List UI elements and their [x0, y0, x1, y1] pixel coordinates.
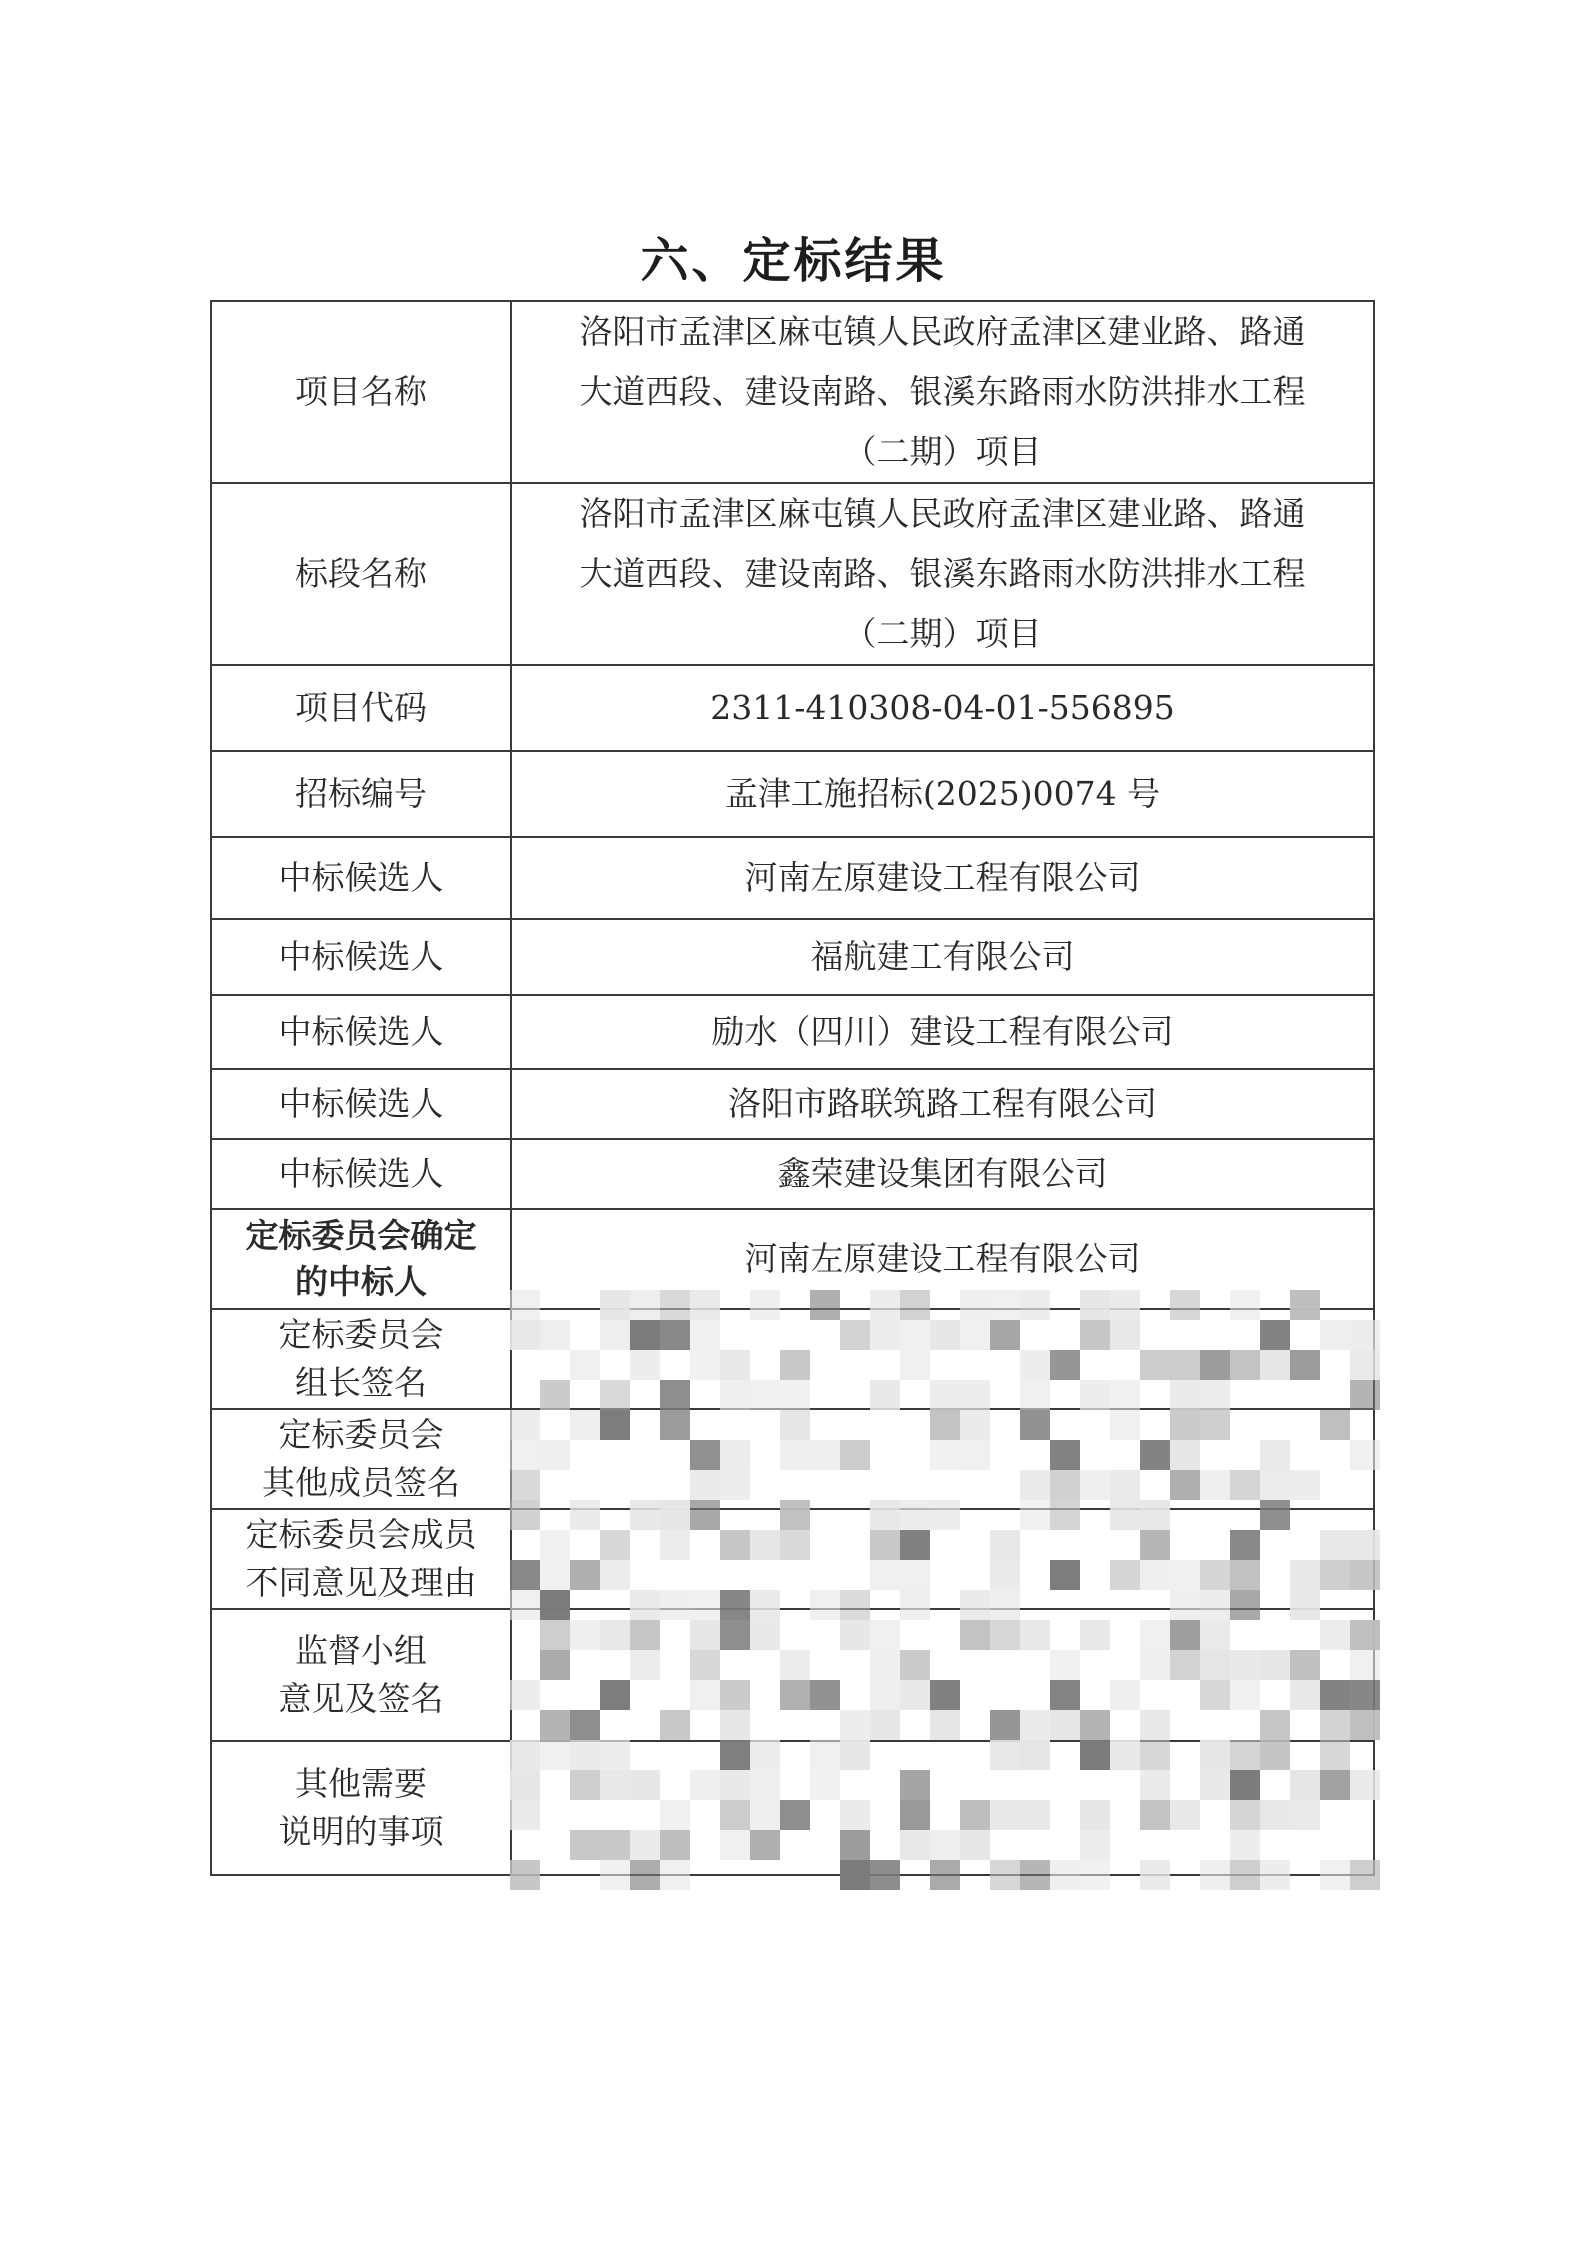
table-row: [211, 919, 1374, 995]
project-code-value: 2311-410308-04-01-556895: [511, 665, 1374, 751]
project-code-label: 项目代码: [211, 665, 511, 751]
candidate-label: 中标候选人: [211, 919, 511, 995]
candidate-value: 鑫荣建设集团有限公司: [511, 1139, 1374, 1209]
section-name-line: （二期）项目: [843, 614, 1042, 653]
result-table: [210, 300, 1375, 1876]
winner-label-line: 定标委员会确定: [245, 1216, 477, 1255]
dissent-label-line: 不同意见及理由: [245, 1563, 477, 1602]
table-row: [211, 301, 1374, 483]
candidate-value: 洛阳市路联筑路工程有限公司: [511, 1069, 1374, 1139]
other-notes-label-line: 说明的事项: [278, 1812, 444, 1851]
winner-label-line: 的中标人: [295, 1262, 427, 1301]
table-row: [211, 1609, 1374, 1741]
winner-label: [211, 1209, 511, 1309]
supervision-value: [511, 1609, 1374, 1741]
table-row: [211, 1309, 1374, 1409]
section-name-line: 大道西段、建设南路、银溪东路雨水防洪排水工程: [579, 554, 1306, 593]
dissent-label: [211, 1509, 511, 1609]
supervision-label: [211, 1609, 511, 1741]
candidate-label: 中标候选人: [211, 837, 511, 919]
candidate-label: 中标候选人: [211, 1139, 511, 1209]
supervision-label-line: 监督小组: [295, 1631, 427, 1670]
table-row: [211, 1509, 1374, 1609]
project-name-value: [511, 301, 1374, 483]
project-name-line: 洛阳市孟津区麻屯镇人民政府孟津区建业路、路通: [579, 312, 1306, 351]
table-row: [211, 1069, 1374, 1139]
leader-signature-value: [511, 1309, 1374, 1409]
table-row: [211, 1139, 1374, 1209]
member-signatures-label-line: 定标委员会: [278, 1415, 444, 1454]
leader-signature-label: [211, 1309, 511, 1409]
dissent-value: [511, 1509, 1374, 1609]
tender-no-label: 招标编号: [211, 751, 511, 837]
table-row: [211, 1409, 1374, 1509]
table-row: [211, 837, 1374, 919]
leader-signature-label-line: 定标委员会: [278, 1315, 444, 1354]
member-signatures-value: [511, 1409, 1374, 1509]
table-row: [211, 1741, 1374, 1875]
table-row: [211, 1209, 1374, 1309]
other-notes-value: [511, 1741, 1374, 1875]
other-notes-label-line: 其他需要: [295, 1764, 427, 1803]
tender-no-value: 孟津工施招标(2025)0074 号: [511, 751, 1374, 837]
dissent-label-line: 定标委员会成员: [245, 1515, 477, 1554]
project-name-label: 项目名称: [211, 301, 511, 483]
other-notes-label: [211, 1741, 511, 1875]
project-name-line: （二期）项目: [843, 432, 1042, 471]
candidate-value: 励水（四川）建设工程有限公司: [511, 995, 1374, 1069]
section-name-value: [511, 483, 1374, 665]
member-signatures-label: [211, 1409, 511, 1509]
section-name-label: 标段名称: [211, 483, 511, 665]
candidate-value: 福航建工有限公司: [511, 919, 1374, 995]
table-row: [211, 483, 1374, 665]
table-row: [211, 751, 1374, 837]
section-name-line: 洛阳市孟津区麻屯镇人民政府孟津区建业路、路通: [579, 494, 1306, 533]
candidate-label: 中标候选人: [211, 1069, 511, 1139]
project-name-line: 大道西段、建设南路、银溪东路雨水防洪排水工程: [579, 372, 1306, 411]
table-row: [211, 995, 1374, 1069]
candidate-value: 河南左原建设工程有限公司: [511, 837, 1374, 919]
winner-value: 河南左原建设工程有限公司: [511, 1209, 1374, 1309]
candidate-label: 中标候选人: [211, 995, 511, 1069]
supervision-label-line: 意见及签名: [278, 1679, 444, 1718]
member-signatures-label-line: 其他成员签名: [262, 1463, 460, 1502]
page-title: 六、定标结果: [640, 233, 947, 289]
leader-signature-label-line: 组长签名: [295, 1363, 427, 1402]
table-row: [211, 665, 1374, 751]
